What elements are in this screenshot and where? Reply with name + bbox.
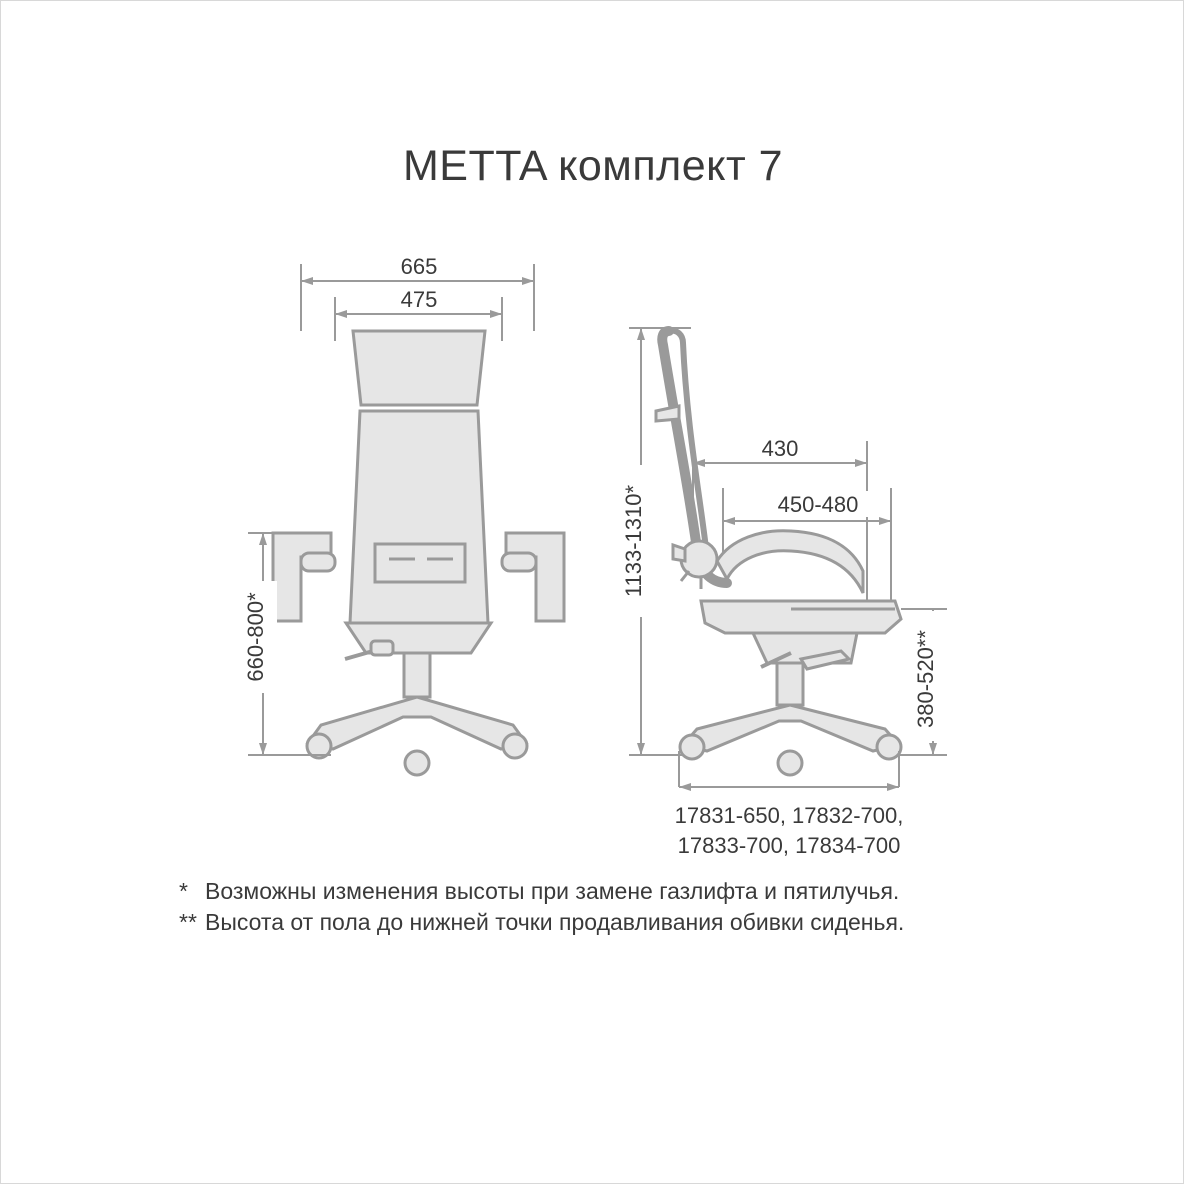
- footnote-2: [179, 907, 1059, 938]
- model-codes-line-2: 17833-700, 17834-700: [677, 833, 901, 858]
- side-total-height-label: 1133-1310*: [621, 484, 646, 598]
- footnotes: [179, 876, 1059, 938]
- footnote-2-mark: **: [179, 909, 197, 935]
- page-title: METTA комплект 7: [402, 141, 783, 190]
- model-codes-line-1: 17831-650, 17832-700,: [674, 803, 904, 828]
- front-width-475-label: 475: [400, 287, 438, 312]
- footnote-2-text: Высота от пола до нижней точки продавливания обивки сиденья.: [205, 909, 905, 935]
- front-view-group: [243, 253, 564, 775]
- footnote-1-mark: *: [179, 878, 188, 904]
- side-depth-450-480-label: 450-480: [777, 492, 859, 517]
- side-seat-height-label: 380-520**: [913, 630, 938, 728]
- side-view-group: [621, 328, 947, 858]
- chair-dimension-drawing: [1, 1, 1184, 1185]
- side-depth-430-dimension: [693, 435, 867, 617]
- front-height-label: 660-800*: [243, 592, 268, 682]
- side-seat-height-dimension: [899, 609, 947, 755]
- front-width-665-label: 665: [400, 254, 438, 279]
- footnote-1-text: Возможны изменения высоты при замене газлифта и пятилучья.: [205, 878, 900, 904]
- side-depth-430-label: 430: [761, 436, 799, 461]
- footnote-1: [179, 876, 1059, 907]
